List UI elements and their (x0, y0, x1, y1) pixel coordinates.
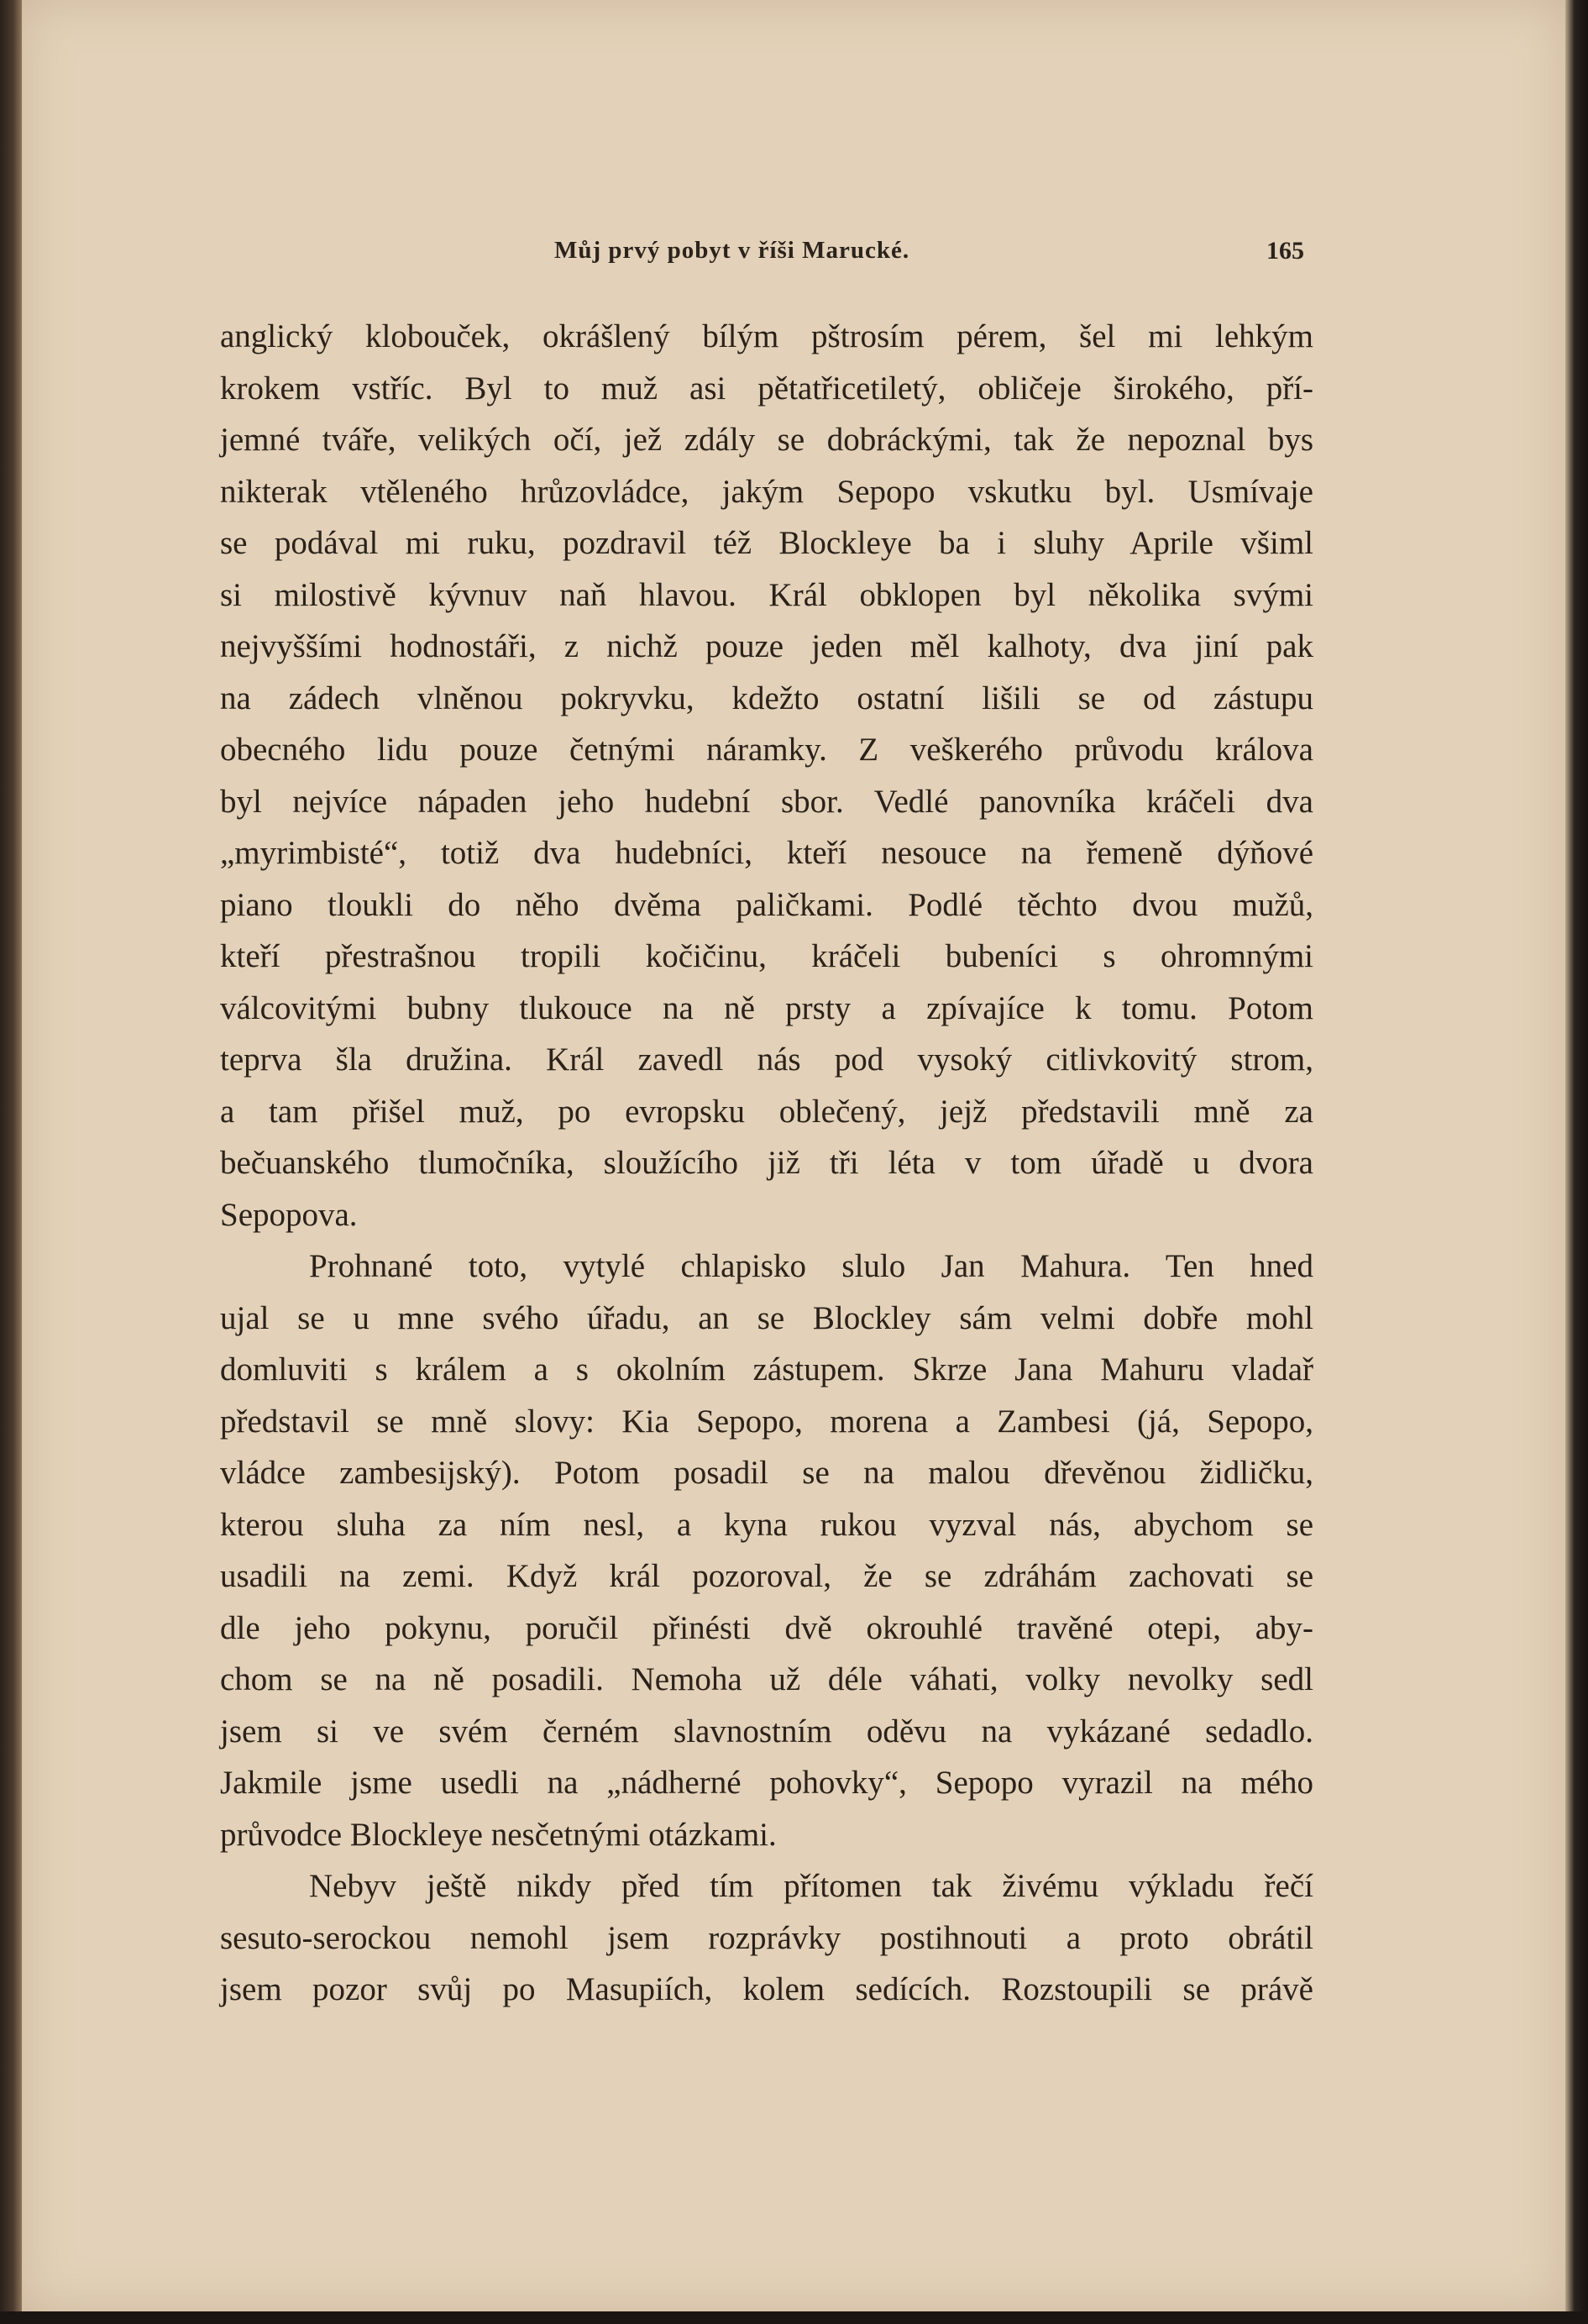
text-line: představil se mně slovy: Kia Sepopo, morena a Zambesi (já, Sepopo, (220, 1403, 1313, 1440)
text-line: jsem pozor svůj po Masupiích, kolem sedících. Rozstoupili se právě (220, 1971, 1313, 2007)
text-line: se podával mi ruku, pozdravil též Blockleye ba i sluhy Aprile všiml (220, 525, 1313, 561)
text-line: krokem vstříc. Byl to muž asi pětatřicetiletý, obličeje širokého, pří- (220, 370, 1313, 407)
paragraph-end-line: průvodce Blockleye nesčetnými otázkami. (220, 1816, 777, 1853)
page-header (0, 237, 1588, 270)
page-number: 165 (1266, 237, 1304, 265)
text-line: ujal se u mne svého úřadu, an se Blockley sám velmi dobře mohl (220, 1299, 1313, 1336)
page-bottom-edge (0, 2311, 1588, 2324)
text-line: chom se na ně posadili. Nemoha už déle váhati, volky nevolky sedl (220, 1661, 1313, 1697)
text-line: dle jeho pokynu, poručil přinésti dvě okrouhlé travěné otepi, aby- (220, 1609, 1313, 1646)
text-line: anglický klobouček, okrášlený bílým pštrosím pérem, šel mi lehkým (220, 318, 1313, 354)
text-line: usadili na zemi. Když král pozoroval, že se zdráhám zachovati se (220, 1558, 1313, 1594)
page-right-edge (1565, 0, 1588, 2324)
running-title: Můj prvý pobyt v říši Marucké. (554, 237, 910, 264)
text-line: nejvyššími hodnostáři, z nichž pouze jeden měl kalhoty, dva jiní pak (220, 628, 1313, 664)
text-line: piano tloukli do něho dvěma paličkami. Podlé těchto dvou mužů, (220, 886, 1313, 923)
text-line: teprva šla družina. Král zavedl nás pod vysoký citlivkovitý strom, (220, 1041, 1313, 1078)
text-line: „myrimbisté“, totiž dva hudebníci, kteří nesouce na řemeně dýňové (220, 835, 1313, 871)
text-line: vládce zambesijský). Potom posadil se na malou dřevěnou židličku, (220, 1455, 1313, 1491)
book-spine-edge (0, 0, 22, 2324)
text-line: a tam přišel muž, po evropsku oblečený, jejž představili mně za (220, 1093, 1313, 1130)
text-line: jemné tváře, velikých očí, jež zdály se dobráckými, tak že nepoznal bys (220, 422, 1313, 458)
text-line: byl nejvíce nápaden jeho hudební sbor. Vedlé panovníka kráčeli dva (220, 783, 1313, 820)
text-line: domluviti s králem a s okolním zástupem. Skrze Jana Mahuru vladař (220, 1351, 1313, 1388)
text-line: bečuanského tlumočníka, sloužícího již tři léta v tom úřadě u dvora (220, 1145, 1313, 1181)
text-line: nikterak vtěleného hrůzovládce, jakým Sepopo vskutku byl. Usmívaje (220, 473, 1313, 510)
text-line: obecného lidu pouze četnými náramky. Z veškerého průvodu králova (220, 732, 1313, 768)
text-line: jsem si ve svém černém slavnostním oděvu na vykázané sedadlo. (220, 1713, 1313, 1750)
body-text (220, 311, 1313, 2016)
paragraph-start-line: Prohnané toto, vytylé chlapisko slulo Jan Mahura. Ten hned (309, 1248, 1313, 1284)
paragraph-start-line: Nebyv ještě nikdy před tím přítomen tak živému výkladu řečí (309, 1868, 1313, 1904)
text-line: na zádech vlněnou pokryvku, kdežto ostatní lišili se od zástupu (220, 679, 1313, 716)
text-line: sesuto-serockou nemohl jsem rozprávky postihnouti a proto obrátil (220, 1919, 1313, 1956)
paragraph-end-line: Sepopova. (220, 1196, 358, 1233)
text-line: kteří přestrašnou tropili kočičinu, kráčeli bubeníci s ohromnými (220, 938, 1313, 974)
text-line: válcovitými bubny tlukouce na ně prsty a zpívajíce k tomu. Potom (220, 989, 1313, 1026)
text-line: Jakmile jsme usedli na „nádherné pohovky“, Sepopo vyrazil na mého (220, 1765, 1313, 1801)
text-line: si milostivě kývnuv naň hlavou. Král obklopen byl několika svými (220, 576, 1313, 613)
text-line: kterou sluha za ním nesl, a kyna rukou vyzval nás, abychom se (220, 1506, 1313, 1543)
